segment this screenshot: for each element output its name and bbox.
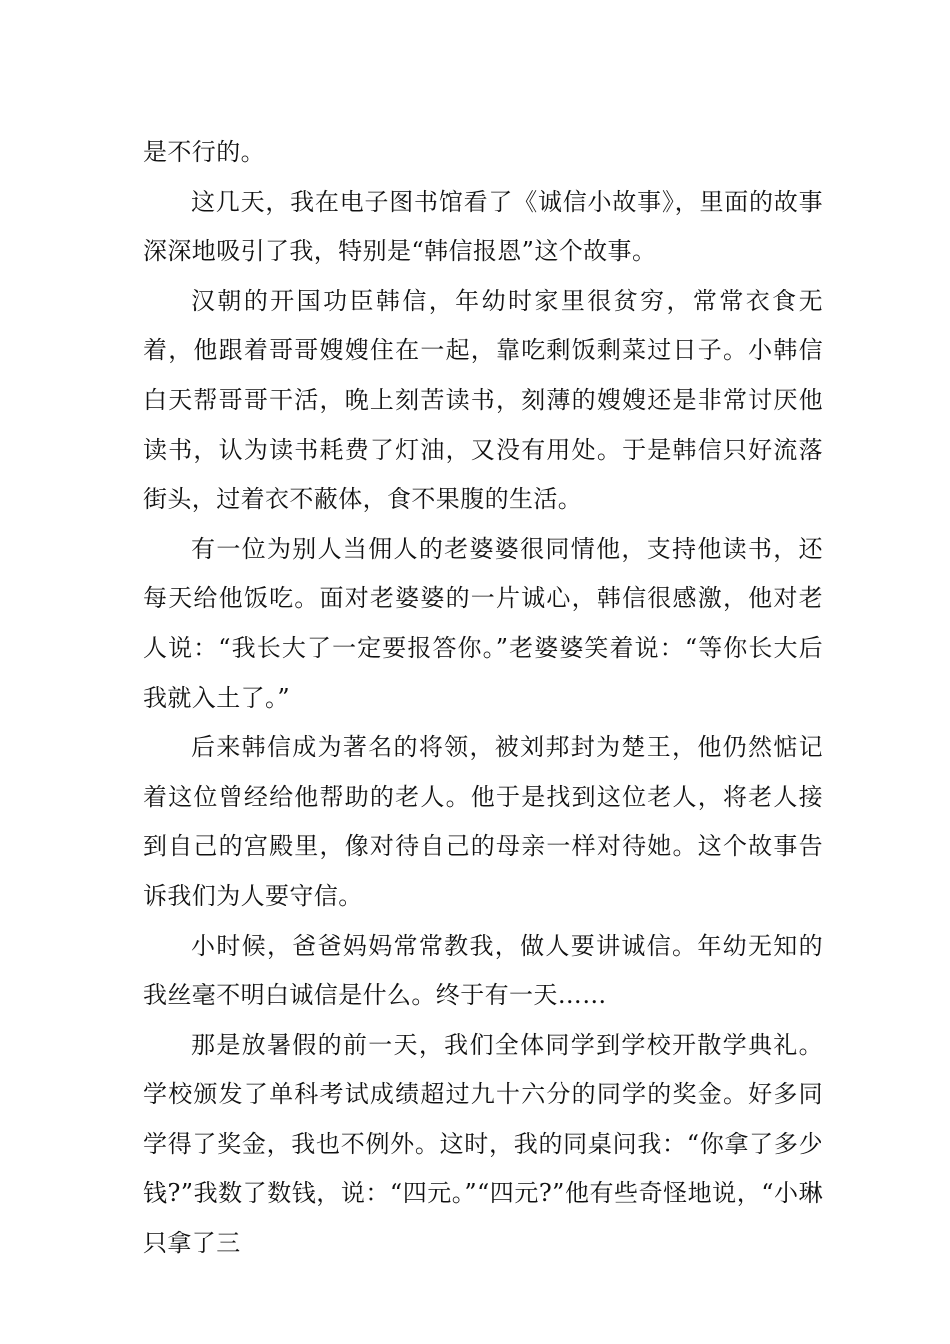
document-body bbox=[143, 128, 823, 1269]
paragraph-5: 后来韩信成为著名的将领，被刘邦封为楚王，他仍然惦记着这位曾经给他帮助的老人。他于是找到这位老人，将老人接到自己的宫殿里，像对待自己的母亲一样对待她。这个故事告诉我们为人要守信。 bbox=[143, 733, 823, 910]
paragraph-6: 小时候，爸爸妈妈常常教我，做人要讲诚信。年幼无知的我丝毫不明白诚信是什么。终于有一天…… bbox=[143, 931, 823, 1010]
paragraph-7: 那是放暑假的前一天，我们全体同学到学校开散学典礼。学校颁发了单科考试成绩超过九十六分的同学的奖金。好多同学得了奖金，我也不例外。这时，我的同桌问我：“你拿了多少钱?”我数了数钱，说：“四元。”“四元?”他有些奇怪地说，“小琳只拿了三 bbox=[143, 1030, 823, 1258]
paragraph-2: 这几天，我在电子图书馆看了《诚信小故事》，里面的故事深深地吸引了我，特别是“韩信报恩”这个故事。 bbox=[143, 187, 823, 266]
paragraph-3: 汉朝的开国功臣韩信，年幼时家里很贫穷，常常衣食无着，他跟着哥哥嫂嫂住在一起，靠吃剩饭剩菜过日子。小韩信白天帮哥哥干活，晚上刻苦读书，刻薄的嫂嫂还是非常讨厌他读书，认为读书耗费了灯油，又没有用处。于是韩信只好流落街头，过着衣不蔽体，食不果腹的生活。 bbox=[143, 286, 823, 514]
paragraph-1: 是不行的。 bbox=[143, 138, 265, 166]
paragraph-4: 有一位为别人当佣人的老婆婆很同情他，支持他读书，还每天给他饭吃。面对老婆婆的一片诚心，韩信很感激，他对老人说：“我长大了一定要报答你。”老婆婆笑着说：“等你长大后我就入土了。” bbox=[143, 534, 823, 712]
